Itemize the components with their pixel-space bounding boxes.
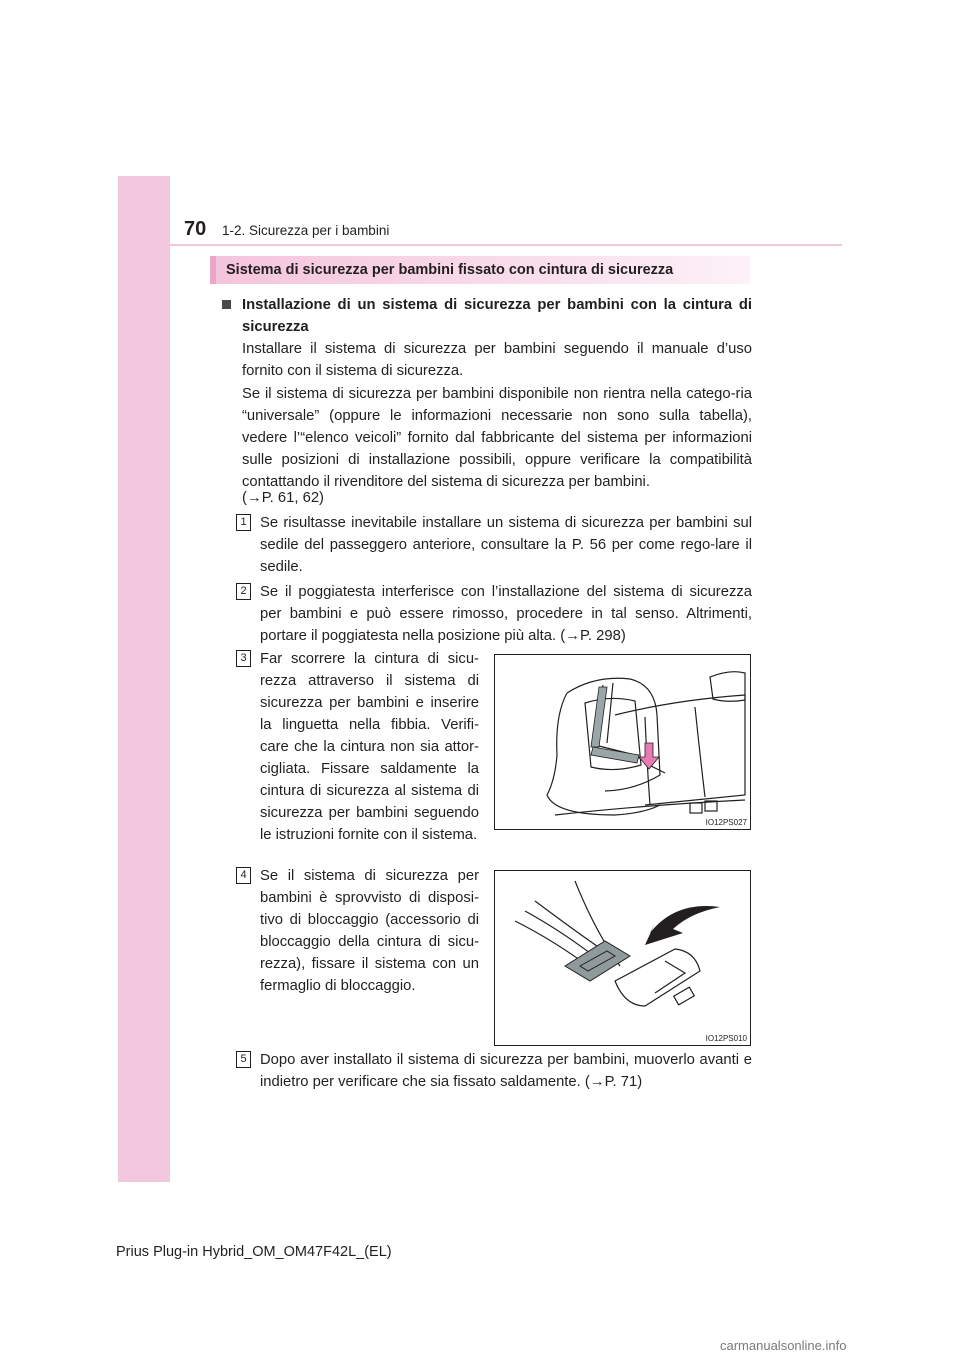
chapter-side-band [118,176,170,1182]
step-number-3: 3 [236,650,251,667]
header-rule [170,244,842,246]
step-5-text: Dopo aver installato il sistema di sicurezza per bambini, muoverlo avanti e indietro per verificare che sia fissato saldamente. (→P. 71) [260,1052,752,1090]
document-footer: Prius Plug-in Hybrid_OM_OM47F42L_(EL) [116,1244,392,1260]
section-title: Sistema di sicurezza per bambini fissato con cintura di sicurezza [226,262,674,278]
step-number-5: 5 [236,1051,251,1068]
page-number: 70 [184,218,207,240]
step-number-2: 2 [236,583,251,600]
step-1-text: Se risultasse inevitabile installare un sistema di sicurezza per bambini sul sedile del passeggero anteriore, consultare la P. 56 per come rego-lare il sedile. [260,515,752,575]
locking-clip-figure [494,870,751,1046]
intro-paragraph-2: Se il sistema di sicurezza per bambini disponibile non rientra nella catego-ria “universale” (oppure le informazioni necessarie non sono sulla tabella), vedere l’“elenco veicoli” fornito dal fabbricante del sistema per informazioni sulle posizioni di installazione possibili, oppure verificare la compatibilità contattando il rivenditore del sistema di sicurezza per bambini. [242,386,752,490]
intro-paragraph-1: Installare il sistema di sicurezza per bambini seguendo il manuale d’uso fornito con il sistema di sicurezza. [242,341,752,379]
figure-1-id: IO12PS027 [705,818,747,827]
subsection-heading [222,294,752,338]
square-bullet-icon [222,300,231,309]
step-4-text: Se il sistema di sicurezza per bambini è sprovvisto di disposi-tivo di bloccaggio (accessorio di bloccaggio della cintura di sicu-rezza), fissare il sistema con un fermaglio di bloccaggio. [260,868,479,994]
child-seat-illustration [495,655,750,829]
step-3-text: Far scorrere la cintura di sicu-rezza attraverso il sistema di sicurezza per bambini e inserire la linguetta nella fibbia. Verifi-care che la cintura non sia attor-cigliata. Fissare saldamente la cintura di sicurezza al sistema di sicurezza per bambini seguendo le istruzioni fornite con il sistema. [260,651,479,843]
step-2-text: Se il poggiatesta interferisce con l’installazione del sistema di sicurezza per bambini e può essere rimosso, procedere in tal senso. Altrimenti, portare il poggiatesta nella posizione più alta. (→P. 298) [260,584,752,644]
locking-clip-illustration [495,871,750,1045]
running-head: 1-2. Sicurezza per i bambini [222,223,390,238]
watermark-text: carmanualsonline.info [720,1338,847,1353]
step-number-4: 4 [236,867,251,884]
step-number-1: 1 [236,514,251,531]
subsection-heading-text: Installazione di un sistema di sicurezza per bambini con la cintura di sicurezza [242,297,752,335]
section-banner [210,256,750,284]
figure-2-id: IO12PS010 [705,1034,747,1043]
intro-page-reference: (→P. 61, 62) [242,490,324,506]
child-seat-installation-figure [494,654,751,830]
